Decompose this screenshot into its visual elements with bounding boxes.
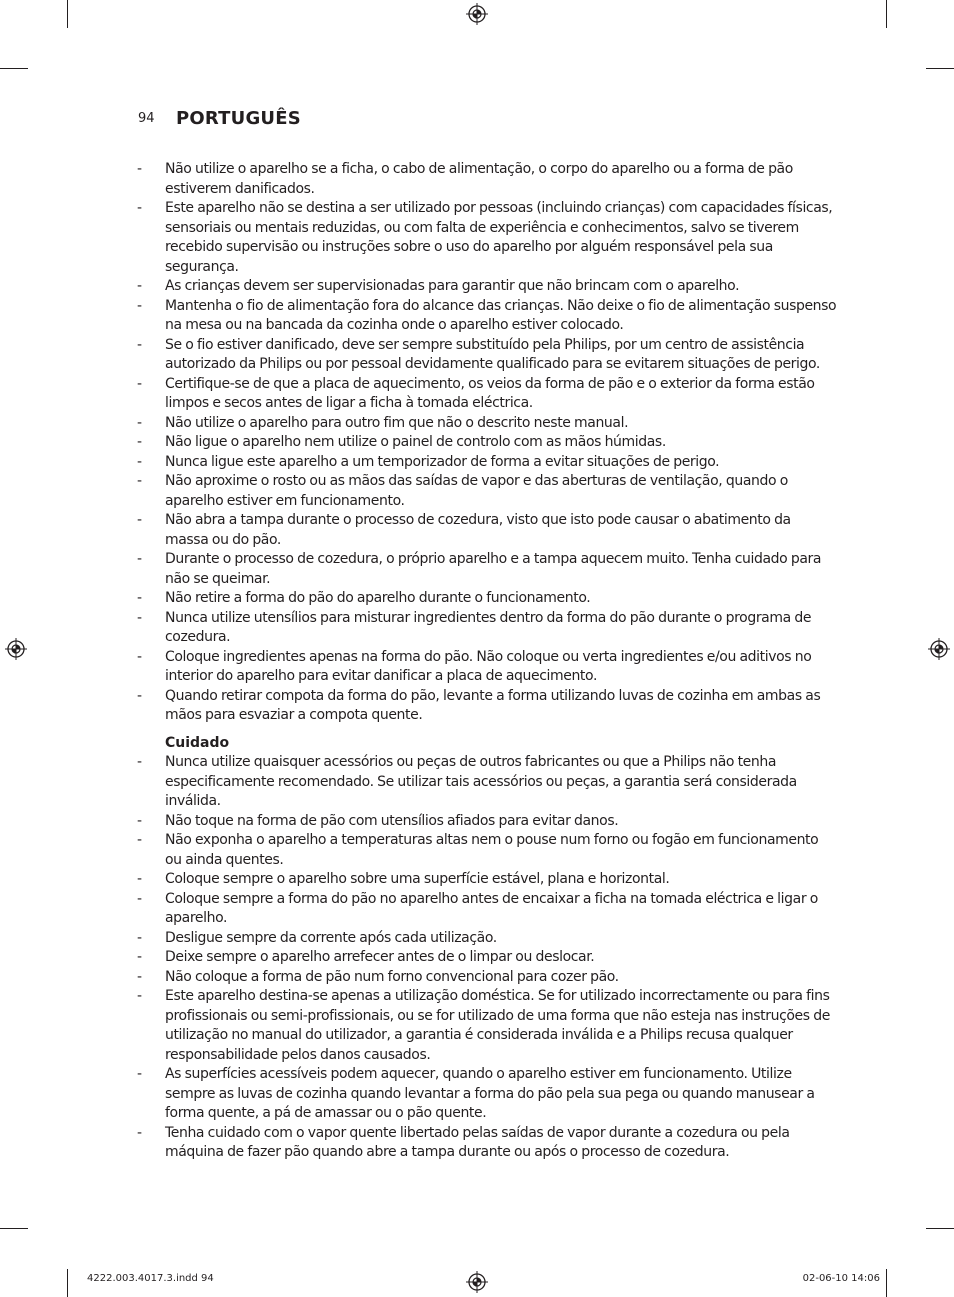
caution-list [137,753,837,1163]
list-item [137,1124,837,1163]
bullet-dash: - [137,336,142,353]
list-item-text: Nunca ligue este aparelho a um temporizador de forma a evitar situações de perigo. [165,453,720,470]
list-item [137,968,837,988]
list-item [137,277,837,297]
list-item [137,297,837,336]
bullet-dash: - [137,200,142,216]
list-item-text: Não exponha o aparelho a temperaturas altas nem o pouse num forno ou fogão em funcionamento ou ainda quentes. [165,832,819,868]
list-item [137,687,837,726]
list-item [137,1065,837,1124]
list-item [137,929,837,949]
list-item [137,870,837,890]
bullet-dash: - [137,812,142,829]
registration-mark-icon [466,1271,488,1293]
crop-mark-top-right-horizontal [926,68,954,69]
bullet-dash: - [137,453,142,470]
list-item [137,414,837,434]
crop-mark-top-left-horizontal [0,68,28,69]
list-item [137,648,837,687]
list-item [137,336,837,375]
bullet-dash: - [137,871,142,887]
bullet-dash: - [137,968,142,985]
crop-mark-bottom-right-vertical [886,1269,887,1297]
bullet-dash: - [137,1066,142,1082]
list-item-text: Tenha cuidado com o vapor quente libertado pelas saídas de vapor durante a cozedura ou pela máquina de fazer pão quando abre a tampa durante ou após o processo de cozedura. [165,1124,790,1160]
bullet-dash: - [137,278,142,294]
list-item [137,831,837,870]
list-item [137,160,837,199]
list-item-text: Coloque sempre a forma do pão no aparelho antes de encaixar a ficha na tomada eléctrica e ligar o aparelho. [165,890,818,926]
caution-heading: Cuidado [165,734,230,751]
list-item-text: Nunca utilize quaisquer acessórios ou peças de outros fabricantes ou que a Philips não tenha especificamente recomendado. Se utilizar tais acessórios ou peças, a garantia será considerada inválida. [165,754,797,809]
bullet-dash: - [137,161,142,177]
list-item-text: Não utilize o aparelho para outro fim que não o descrito neste manual. [165,414,629,431]
bullet-dash: - [137,609,142,626]
crop-mark-bottom-right-horizontal [926,1228,954,1229]
list-item-text: Quando retirar compota da forma do pão, levante a forma utilizando luvas de cozinha em ambas as mãos para esvaziar a compota quente. [165,687,821,723]
bullet-dash: - [137,890,142,907]
list-item-text: Deixe sempre o aparelho arrefecer antes de o limpar ou deslocar. [165,949,595,965]
list-item-text: Não toque na forma de pão com utensílios afiados para evitar danos. [165,812,619,829]
document-body [137,160,837,1163]
list-item [137,890,837,929]
bullet-dash: - [137,988,142,1004]
list-item-text: Este aparelho não se destina a ser utilizado por pessoas (incluindo crianças) com capacidades físicas, sensoriais ou mentais reduzidas, ou com falta de experiência e conhecimentos, salvo se tiverem recebido supervisão ou instruções sobre o uso do aparelho por alguém responsável pela sua segurança. [165,200,833,275]
list-item [137,433,837,453]
list-item-text: As superfícies acessíveis podem aquecer, quando o aparelho estiver em funcionamento. Utilize sempre as luvas de cozinha quando levantar a forma do pão pela sua pega ou quando manusear a forma quente, a pá de amassar ou o pão quente. [165,1066,815,1121]
list-item [137,511,837,550]
list-item-text: Mantenha o fio de alimentação fora do alcance das crianças. Não deixe o fio de alimentação suspenso na mesa ou na bancada da cozinha onde o aparelho estiver colocado. [165,297,837,333]
list-item [137,753,837,812]
bullet-dash: - [137,414,142,431]
list-item [137,550,837,589]
list-item-text: Coloque sempre o aparelho sobre uma superfície estável, plana e horizontal. [165,871,670,887]
bullet-dash: - [137,754,142,770]
list-item [137,948,837,968]
list-item [137,609,837,648]
list-item-text: Coloque ingredientes apenas na forma do pão. Não coloque ou verta ingredientes e/ou aditivos no interior do aparelho para evitar danificar a placa de aquecimento. [165,648,812,684]
list-item-text: Nunca utilize utensílios para misturar ingredientes dentro da forma do pão durante o programa de cozedura. [165,609,812,645]
list-item-text: Não abra a tampa durante o processo de cozedura, visto que isto pode causar o abatimento da massa ou do pão. [165,512,791,548]
footer-file-name: 4222.003.4017.3.indd 94 [87,1273,214,1284]
list-item-text: Se o fio estiver danificado, deve ser sempre substituído pela Philips, por um centro de assistência autorizado da Philips ou por pessoal devidamente qualificado para se evitarem situações de perigo. [165,336,820,372]
list-item-text: Não coloque a forma de pão num forno convencional para cozer pão. [165,968,619,985]
bullet-dash: - [137,687,142,704]
list-item [137,812,837,832]
crop-mark-top-right-vertical [886,0,887,28]
crop-mark-top-left-vertical [67,0,68,28]
list-item [137,987,837,1065]
list-item [137,199,837,277]
crop-mark-bottom-left-vertical [67,1269,68,1297]
bullet-dash: - [137,929,142,946]
list-item-text: Não ligue o aparelho nem utilize o painel de controlo com as mãos húmidas. [165,434,666,450]
list-item-text: Certifique-se de que a placa de aquecimento, os veios da forma de pão e o exterior da forma estão limpos e secos antes de ligar a ficha à tomada eléctrica. [165,375,815,411]
bullet-dash: - [137,473,142,489]
list-item-text: Não aproxime o rosto ou as mãos das saídas de vapor e das aberturas de ventilação, quando o aparelho estiver em funcionamento. [165,473,788,509]
registration-mark-icon [928,638,950,660]
bullet-dash: - [137,297,142,314]
bullet-dash: - [137,832,142,848]
list-item-text: Não retire a forma do pão do aparelho durante o funcionamento. [165,590,591,606]
bullet-dash: - [137,512,142,528]
bullet-dash: - [137,949,142,965]
list-item-text: Não utilize o aparelho se a ficha, o cabo de alimentação, o corpo do aparelho ou a forma de pão estiverem danificados. [165,161,793,197]
list-item-text: Este aparelho destina-se apenas a utilização doméstica. Se for utilizado incorrectamente ou para fins profissionais ou semi-profissionais, ou se for utilizado de uma forma que não esteja nas instruções de utilização no manual do utilizador, a garantia é considerada inválida e a Philips recusa qualquer responsabilidade pelos danos causados. [165,988,830,1063]
bullet-dash: - [137,1124,142,1141]
list-item [137,589,837,609]
warning-list [137,160,837,726]
list-item-text: Durante o processo de cozedura, o próprio aparelho e a tampa aquecem muito. Tenha cuidado para não se queimar. [165,551,822,587]
list-item [137,472,837,511]
list-item-text: Desligue sempre da corrente após cada utilização. [165,929,497,946]
list-item [137,453,837,473]
list-item [137,375,837,414]
bullet-dash: - [137,648,142,665]
list-item-text: As crianças devem ser supervisionadas para garantir que não brincam com o aparelho. [165,278,740,294]
footer-date: 02-06-10 14:06 [802,1273,880,1284]
registration-mark-icon [5,638,27,660]
page-number: 94 [138,111,155,126]
crop-mark-bottom-left-horizontal [0,1228,28,1229]
section-title: PORTUGUÊS [176,108,301,129]
registration-mark-icon [466,3,488,25]
bullet-dash: - [137,434,142,450]
bullet-dash: - [137,590,142,606]
bullet-dash: - [137,551,142,567]
bullet-dash: - [137,375,142,392]
